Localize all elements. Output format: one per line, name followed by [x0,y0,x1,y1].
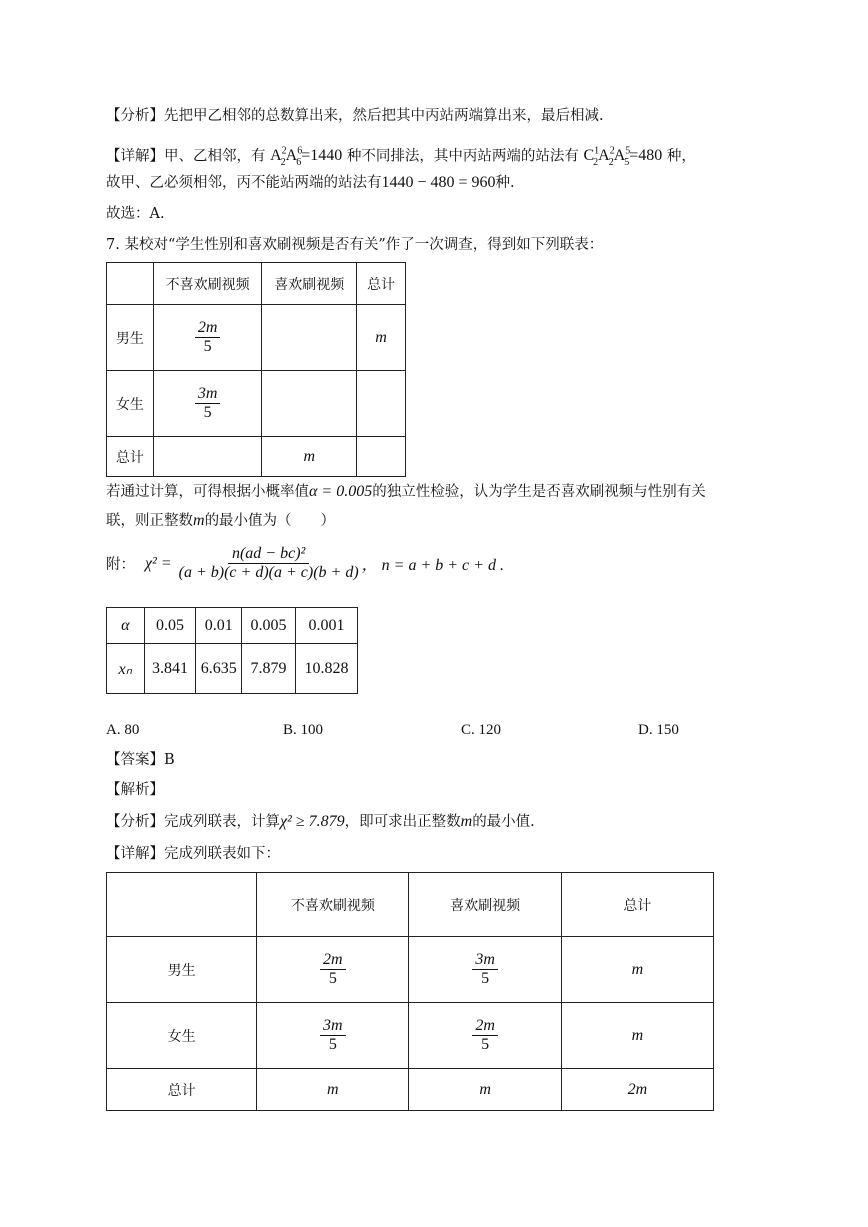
table2-x-value: 6.635 [196,644,242,694]
table1-row-label-male: 男生 [107,305,154,371]
table1-header-like: 喜欢刷视频 [262,263,357,305]
table3-cell: m [409,1069,561,1111]
table1-cell [357,371,406,437]
difference-expression: 1440 − 480 = 960 [381,174,496,191]
table1-header-dislike: 不喜欢刷视频 [153,263,262,305]
table1-cell [153,305,262,371]
question-7: 7. 某校对“学生性别和喜欢刷视频是否有关”作了一次调查，得到如下列联表： [106,237,604,253]
table1-cell: m [357,305,406,371]
table3-row-label-female: 女生 [107,1003,257,1069]
option-c: C. 120 [461,722,502,738]
table1-cell [153,437,262,477]
table2-alpha-value: 0.01 [196,608,242,644]
fraction: $\frac{3m}{5}$ [195,385,221,422]
table2-alpha-label: α [107,608,145,644]
critical-value-table [106,607,358,694]
condition2-text-a: 联，则正整数 [106,513,193,529]
option-a: A. 80 [106,722,140,738]
perm-expression-2: $C^1_2A^2_2A^5_5=480$ [583,146,663,168]
table1-cell [262,305,357,371]
perm-value-1: =1440 [301,147,343,165]
option-d: D. 150 [638,722,679,738]
table1-cell [357,437,406,477]
condition-text-a: 若通过计算，可得根据小概率值 [106,484,309,500]
table3-cell: m [561,937,713,1003]
table2-alpha-value: 0.001 [295,608,357,644]
choose-line: 故选：A. [106,206,165,222]
chi-numerator: n(ad − bc)² [228,545,309,564]
table3-header-empty [107,873,257,937]
option-b: B. 100 [283,722,324,738]
table1-cell: m [262,437,357,477]
table3-cell [409,1003,561,1069]
chi-denominator: (a + b)(c + d)(a + c)(b + d) [178,564,359,581]
contingency-table-completed [106,872,714,1111]
detail-line-2 [106,173,515,193]
table3-row-label-male: 男生 [107,937,257,1003]
detail-text-c: 种， [666,148,696,165]
table3-cell: 2m [561,1069,713,1111]
analysis-line-2 [106,812,535,832]
contingency-table-question [106,262,406,477]
table1-cell [262,371,357,437]
explain-line: 【解析】 [106,782,164,798]
analysis2-text-a: 【分析】完成列联表，计算 [106,814,280,830]
table1-row-label-female: 女生 [107,371,154,437]
table2-x-value: 7.879 [242,644,296,694]
table2-x-value: 10.828 [295,644,357,694]
detail2-text-a: 故甲、乙必须相邻，丙不能站两端的站法有 [106,175,382,191]
fraction: $\frac{2m}{5}$ [472,1017,498,1054]
condition-text-b: 的独立性检验，认为学生是否喜欢刷视频与性别有关 [372,484,706,500]
table1-header-empty [107,263,154,305]
detail-line-3: 【详解】完成列联表如下： [106,846,280,862]
fraction: $\frac{2m}{5}$ [320,951,346,988]
variable-m: m [460,813,473,830]
table3-cell [257,1003,409,1069]
analysis2-text-b: ，即可求出正整数 [344,814,461,830]
fraction: $\frac{2m}{5}$ [195,319,221,356]
condition-line-1 [106,482,706,502]
detail-text-a: 【详解】甲、乙相邻，有 [106,148,266,165]
condition-line-2 [106,511,335,531]
table3-cell [409,937,561,1003]
table3-row-label-total: 总计 [107,1069,257,1111]
chi-inequality: χ² ≥ 7.879 [280,813,345,830]
table1-row-label-total: 总计 [107,437,154,477]
perm-value-2: =480 [629,147,663,165]
table1-cell [153,371,262,437]
fraction: $\frac{3m}{5}$ [472,951,498,988]
fraction: $\frac{3m}{5}$ [320,1017,346,1054]
table2-alpha-value: 0.05 [144,608,196,644]
n-definition: ， n = a + b + c + d . [361,557,504,574]
table2-x-value: 3.841 [144,644,196,694]
analysis2-text-c: 的最小值. [472,814,535,830]
chi-lhs: χ² = [145,554,172,572]
detail-line-1 [106,142,696,173]
table2-alpha-value: 0.005 [242,608,296,644]
table3-header-dislike: 不喜欢刷视频 [257,873,409,937]
table3-cell: m [257,1069,409,1111]
chi-square-formula [106,545,504,582]
table1-header-total: 总计 [357,263,406,305]
analysis-line-1: 【分析】先把甲乙相邻的总数算出来，然后把其中丙站两端算出来，最后相减. [106,108,604,124]
variable-m: m [193,512,205,529]
perm-expression-1: $A^2_2A^6_6=1440$ [270,146,343,168]
appendix-label: 附： [106,557,135,573]
table3-cell: m [561,1003,713,1069]
table3-header-like: 喜欢刷视频 [409,873,561,937]
answer-line: 【答案】B [106,752,175,768]
detail2-text-b: 种. [495,175,515,191]
chi-fraction [176,545,362,582]
table3-header-total: 总计 [561,873,713,937]
condition2-text-b: 的最小值为（ ） [204,513,336,529]
table3-cell [257,937,409,1003]
detail-text-b: 种不同排法，其中丙站两端的站法有 [346,148,579,165]
table2-x-label: xₙ [107,644,145,694]
alpha-equation: α = 0.005 [309,483,373,500]
